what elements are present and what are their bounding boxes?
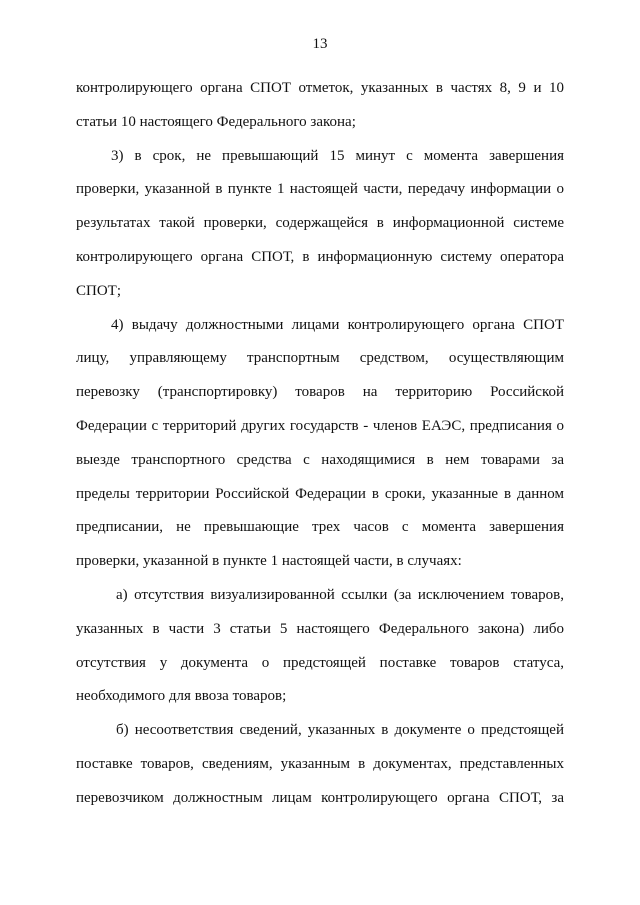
- text-line: предписании, не превышающие трех часов с момента завершения: [76, 519, 564, 536]
- text-line: Федерации с территорий других государств - членов ЕАЭС, предписания о: [76, 417, 564, 434]
- text-line: необходимого для ввоза товаров;: [76, 688, 287, 705]
- text-line: результатах такой проверки, содержащейся в информационной системе: [76, 215, 564, 232]
- text-line: статьи 10 настоящего Федерального закона;: [76, 113, 356, 130]
- text-line: лицу, управляющему транспортным средством, осуществляющим: [76, 350, 564, 367]
- text-line: 3) в срок, не превышающий 15 минут с момента завершения: [111, 147, 564, 164]
- text-line: проверки, указанной в пункте 1 настоящей части, в случаях:: [76, 553, 462, 570]
- text-line: контролирующего органа СПОТ отметок, указанных в частях 8, 9 и 10: [76, 80, 564, 96]
- text-line: выезде транспортного средства с находящимися в нем товарами за: [76, 451, 564, 468]
- text-line: поставке товаров, сведениям, указанным в документах, представленных: [76, 755, 564, 772]
- document-body: [76, 72, 564, 816]
- text-line: перевозку (транспортировку) товаров на территорию Российской: [76, 384, 564, 401]
- text-line: контролирующего органа СПОТ, в информационную систему оператора: [76, 248, 564, 265]
- text-line: перевозчиком должностным лицам контролирующего органа СПОТ, за: [76, 789, 564, 806]
- text-line: пределы территории Российской Федерации в сроки, указанные в данном: [76, 485, 564, 502]
- text-line: 4) выдачу должностными лицами контролирующего органа СПОТ: [111, 316, 564, 333]
- text-line: указанных в части 3 статьи 5 настоящего Федерального закона) либо: [76, 620, 564, 637]
- page-number: 13: [312, 36, 328, 52]
- text-line: СПОТ;: [76, 282, 121, 299]
- text-line: а) отсутствия визуализированной ссылки (за исключением товаров,: [116, 586, 564, 603]
- text-line: отсутствия у документа о предстоящей поставке товаров статуса,: [76, 654, 564, 671]
- text-line: б) несоответствия сведений, указанных в документе о предстоящей: [116, 722, 564, 739]
- text-line: проверки, указанной в пункте 1 настоящей части, передачу информации о: [76, 181, 564, 198]
